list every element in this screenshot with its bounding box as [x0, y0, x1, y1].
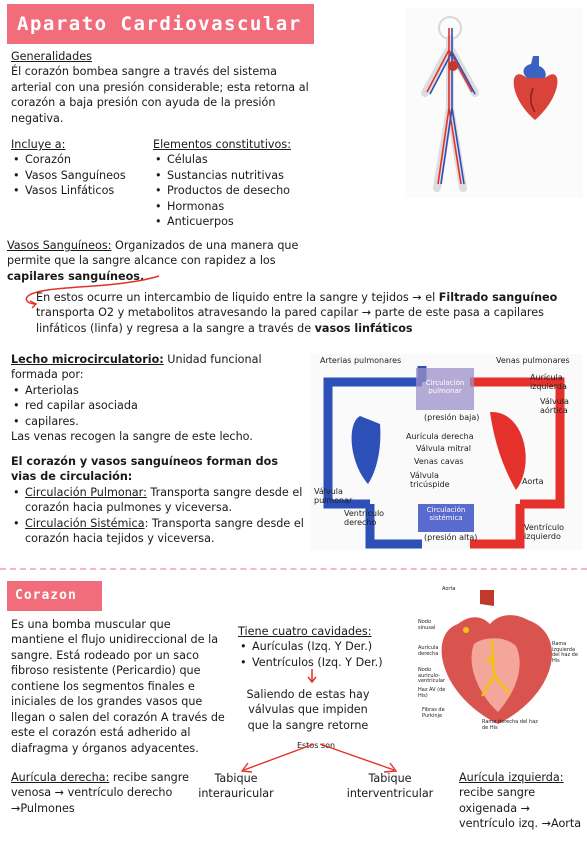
- cavidades-section: [238, 624, 413, 670]
- circulatory-system-illustration: [405, 8, 583, 198]
- label-valvula-tricuspide: Válvula tricúspide: [410, 471, 450, 489]
- generalidades-section: [11, 49, 311, 126]
- label-venas-pulmonares: Venas pulmonares: [496, 356, 570, 365]
- auricula-izq-text: recibe sangre oxigenada → ventrículo izq. →Aorta: [459, 786, 582, 831]
- list-item: • Vasos Linfáticos: [11, 183, 151, 198]
- label-valvula-mitral: Válvula mitral: [416, 444, 472, 453]
- label-valvula-aortica: Válvula aórtica: [540, 397, 569, 415]
- label-presion-baja: (presión baja): [424, 413, 480, 422]
- generalidades-heading: Generalidades: [11, 50, 92, 63]
- label-circulacion-pulmonar: Circulación pulmonar: [425, 379, 465, 395]
- list-item: • Vasos Sanguíneos: [11, 168, 151, 183]
- lecho-note: Las venas recogen la sangre de este lecho.: [11, 430, 253, 444]
- label-ventriculo-derecho: Ventrículo derecho: [344, 509, 385, 527]
- list-item: • Productos de desecho: [153, 183, 313, 198]
- list-item: [11, 516, 306, 547]
- list-item: • Ventrículos (Izq. Y Der.): [238, 655, 413, 670]
- vasos-detail-2: transporta O2 y metabolitos atravesando la pared capilar → parte de este pasa a capilares linfáticos (linfa) y regresa a la sangre a través de: [36, 306, 544, 335]
- generalidades-text: Él corazón bombea sangre a través del sistema arterial con una presión considerable; esta retorna al corazón a baja presión con ayuda de la presión negativa.: [11, 65, 309, 125]
- label-haz-av: Haz AV (de His): [418, 687, 446, 699]
- label-arterias-pulmonares: Arterias pulmonares: [320, 356, 402, 365]
- label-nodo-av: Nodo auriculo-ventricular: [418, 667, 446, 684]
- lecho-section: [11, 352, 303, 445]
- label-ventriculo-izquierdo: Ventrículo izquierdo: [524, 523, 565, 541]
- vias-heading: El corazón y vasos sanguíneos forman dos vias de circulación:: [11, 455, 279, 484]
- label-auricula-derecha-heart: Aurícula derecha: [418, 645, 439, 657]
- list-item: • Corazón: [11, 152, 151, 167]
- via-label: Circulación Pulmonar:: [25, 485, 147, 499]
- label-fibras-purkinje: Fibras de Purkinje: [422, 707, 445, 719]
- label-presion-alta: (presión alta): [424, 533, 478, 542]
- cavidades-heading: Tiene cuatro cavidades:: [238, 625, 372, 638]
- list-item: • capilares.: [11, 414, 303, 429]
- list-item: • Arteriolas: [11, 383, 303, 398]
- list-item: • Anticuerpos: [153, 214, 313, 229]
- lecho-heading: Lecho microcirculatorio:: [11, 353, 164, 366]
- vasos-heading: Vasos Sanguíneos:: [7, 239, 112, 252]
- via-text: : Transporta sangre desde el corazón hacia tejidos y viceversa.: [25, 516, 304, 546]
- label-valvula-pulmonar: Válvula pulmonar: [314, 487, 353, 505]
- via-label: Circulación Sistémica: [25, 516, 145, 530]
- incluye-heading: Incluye a:: [11, 138, 66, 151]
- label-rama-derecha: Rama derecha del haz de His: [482, 719, 538, 731]
- label-circulacion-sistemica: Circulación sistémica: [426, 506, 466, 522]
- label-venas-cavas: Venas cavas: [414, 457, 464, 466]
- label-auricula-izquierda: Aurícula izquierda: [530, 373, 567, 391]
- circulation-diagram: [310, 354, 582, 550]
- label-aorta-heart: Aorta: [442, 586, 456, 592]
- vasos-detail: [36, 290, 582, 336]
- label-rama-izquierda: Rama izquierda del haz de His: [552, 641, 578, 664]
- via-text: Transporta sangre desde el corazón hacia pulmones y viceversa.: [25, 485, 303, 515]
- auricula-der-label: Aurícula derecha:: [11, 771, 110, 784]
- list-item: • Células: [153, 152, 313, 167]
- auricula-derecha-note: [11, 770, 191, 816]
- vasos-bold: capilares sanguíneos.: [7, 269, 145, 283]
- list-item: • Sustancias nutritivas: [153, 168, 313, 183]
- down-arrow-icon: [306, 669, 318, 685]
- vasos-detail-1: En estos ocurre un intercambio de liquido entre la sangre y tejidos → el: [36, 291, 439, 304]
- page-title: Aparato Cardiovascular: [7, 4, 314, 44]
- corazon-title: Corazon: [7, 581, 102, 611]
- vasos-detail-bold-2: vasos linfáticos: [314, 321, 413, 335]
- list-item: [11, 485, 306, 516]
- valvulas-text: Saliendo de estas hay válvulas que impiden que la sangre retorne: [246, 688, 370, 732]
- estos-son-label: Estos son: [296, 741, 336, 750]
- label-auricula-derecha: Aurícula derecha: [406, 432, 474, 441]
- list-item: • Aurículas (Izq. Y Der.): [238, 639, 413, 654]
- vasos-detail-bold-1: Filtrado sanguíneo: [438, 291, 558, 304]
- corazon-text: Es una bomba muscular que mantiene el flujo unidireccional de la sangre. Está rodeado por un saco fibroso resistente (Pericardio) que contiene los segmentos finales e iniciales de los grandes vasos que llegan o salen del corazón A través de este el corazón está adherido al diafragma y órganos adyacentes.: [11, 618, 225, 755]
- elementos-section: [153, 137, 313, 230]
- auricula-izq-label: Aurícula izquierda:: [459, 771, 564, 784]
- auricula-der-text: recibe sangre venosa → ventrículo derecho →Pulmones: [11, 771, 190, 815]
- label-aorta: Aorta: [522, 477, 544, 486]
- tabique-interauricular: Tabique interauricular: [198, 772, 274, 801]
- tabique-interventricular: Tabique interventricular: [346, 772, 434, 801]
- vasos-text: Organizados de una manera que permite que la sangre alcance con rapidez a los: [7, 239, 299, 268]
- heart-conduction-illustration: [418, 584, 584, 734]
- list-item: • Hormonas: [153, 199, 313, 214]
- elementos-heading: Elementos constitutivos:: [153, 138, 291, 151]
- label-nodo-sinusal: Nodo sinusal: [418, 619, 436, 631]
- incluye-section: [11, 137, 151, 199]
- list-item: • red capilar asociada: [11, 398, 303, 413]
- section-divider: [0, 568, 587, 570]
- lecho-text: Unidad funcional formada por:: [11, 353, 262, 382]
- auricula-izquierda-note: [459, 770, 587, 832]
- vias-section: [11, 454, 306, 547]
